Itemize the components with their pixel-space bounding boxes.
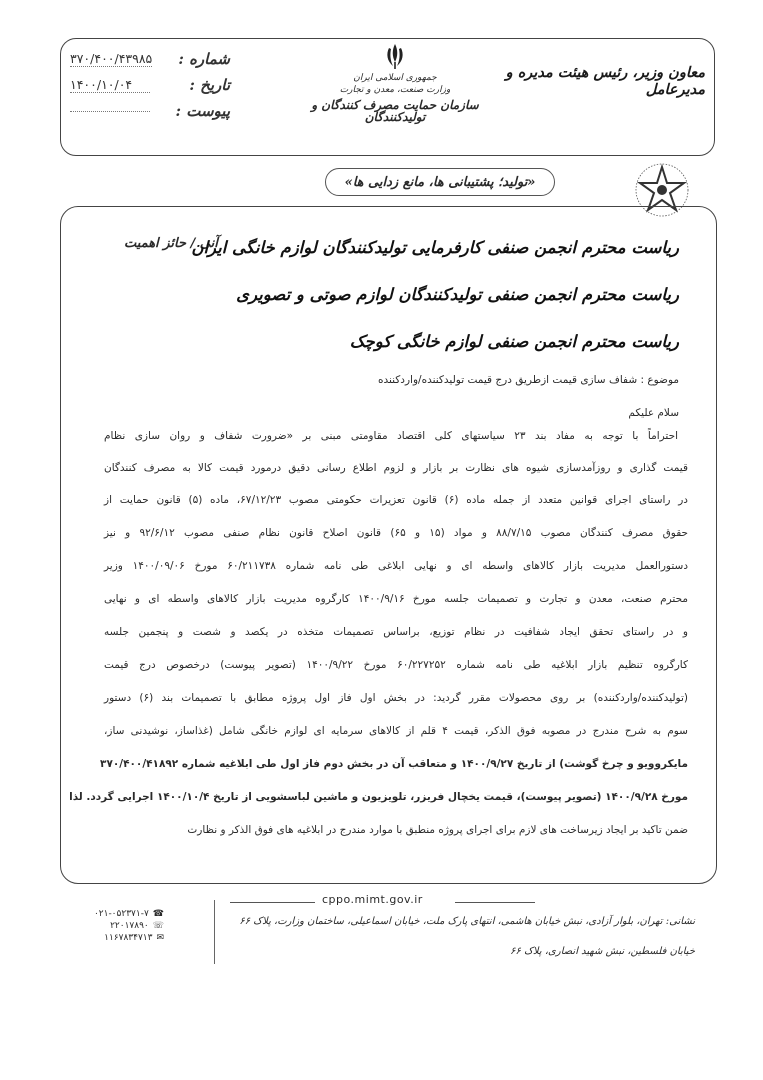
number-row <box>70 46 230 72</box>
footer-rule-left <box>230 902 315 903</box>
phone-row <box>74 920 164 932</box>
phone-row <box>74 908 164 920</box>
phone-row <box>74 932 164 944</box>
body-line: در راستای اجرای قوانین متعدد از جمله ماده (۶) قانون تعزیرات حکومتی مصوب ۶۷/۱۲/۲۳، ماده (۵) قانون حمایت از <box>104 494 688 506</box>
body-line: کارگروه تنظیم بازار ابلاغیه طی نامه شماره ۶۰/۲۲۷۲۵۲ مورخ ۱۴۰۰/۹/۲۲ (تصویر پیوست) درخصوص درج قیمت <box>104 659 688 671</box>
greeting: سلام علیکم <box>628 407 679 419</box>
footer-rule-right <box>455 902 535 903</box>
addressee-3: ریاست محترم انجمن صنفی لوازم خانگی کوچک <box>349 332 679 351</box>
website-link[interactable]: cppo.mimt.gov.ir <box>322 893 423 906</box>
date-row <box>70 72 230 98</box>
urgency-note: آنی / حائز اهمیت <box>124 236 218 251</box>
body-line: مایکروویو و چرخ گوشت) از تاریخ ۱۴۰۰/۹/۲۷ و متعاقب آن در بخش دوم فاز اول طی ابلاغیه شماره ۳۷۰/۴۰۰/۴۱۸۹۲ <box>100 758 688 770</box>
mailbox-icon: ✉ <box>156 933 164 943</box>
contact-numbers <box>74 908 164 944</box>
cc-recipients: معاون وزیر، رئیس هیئت مدیره و مدیرعامل <box>505 64 705 98</box>
reference-block <box>70 44 230 124</box>
subject-line: موضوع : شفاف سازی قیمت ازطریق درج قیمت تولیدکننده/واردکننده <box>377 374 679 386</box>
phone-number: ۰۲۱-۰۵۲۳۷۱-۷ <box>93 909 149 919</box>
address-line-1: نشانی: تهران، بلوار آزادی، نبش خیابان هاشمی، انتهای پارک ملت، خیابان اسماعیلی، ساختمان وزارت، پلاک ۶۶ <box>239 916 695 927</box>
number-label: شماره : <box>178 50 230 68</box>
address-line-2: خیابان فلسطین، نبش شهید انصاری، پلاک ۶۶ <box>510 946 695 957</box>
number-value: ۳۷۰/۴۰۰/۴۳۹۸۵ <box>70 51 153 66</box>
date-value: ۱۴۰۰/۱۰/۰۴ <box>70 77 150 93</box>
body-line: قیمت گذاری و روزآمدسازی شیوه های نظارت بر بازار و لزوم اطلاع رسانی دقیق درمورد قیمت کالا به مصرف کنندگان <box>104 462 688 474</box>
slogan-text: «تولید؛ پشتیبانی ها، مانع زدایی ها» <box>325 168 555 196</box>
body-line: سوم به شرح مندرج در مصوبه فوق الذکر، قیمت ۴ قلم از کالاهای سرمایه ای لوازم خانگی شامل (غذاساز، نوشیدنی ساز، <box>104 725 688 737</box>
attachment-label: پیوست : <box>175 102 230 120</box>
address-block <box>205 915 695 959</box>
postal-code: ۱۱۶۷۸۳۴۷۱۳ <box>104 933 153 943</box>
addressee-2: ریاست محترم انجمن صنفی تولیدکنندگان لوازم صوتی و تصویری <box>236 285 679 304</box>
body-line: (تولیدکننده/واردکننده) بر روی محصولات مقرر گردید: در بخش اول فاز اول پروژه مطابق با تصمیمات بند (۶) دستور <box>104 692 689 704</box>
body-line: مورخ ۱۴۰۰/۹/۲۸ (تصویر پیوست)، قیمت یخچال فریزر، تلویزیون و ماشین لباسشویی از تاریخ ۱۴۰۰/۱۰/۴ اجرایی گردد. لذا <box>69 791 688 803</box>
body-line: دستورالعمل مدیریت بازار کالاهای واسطه ای و نهایی ابلاغی طی نامه شماره ۶۰/۲۱۱۷۳۸ مورخ ۱۴۰۰/۰۹/۰۶ وزیر <box>104 560 688 572</box>
ministry-block <box>300 72 490 123</box>
attachment-value <box>70 111 150 112</box>
date-label: تاریخ : <box>189 76 230 94</box>
fax-number: ۲۲۰۱۷۸۹۰ <box>110 921 149 931</box>
letter-body-frame <box>60 206 717 884</box>
fax-icon: ☏ <box>152 921 164 931</box>
slogan-frame <box>325 168 555 198</box>
organization-name: سازمان حمایت مصرف کنندگان و تولیدکنندگان <box>311 98 479 124</box>
body-line: حقوق مصرف کنندگان مصوب ۸۸/۷/۱۵ و مواد (۱۵ و ۶۵) قانون اصلاح قانون نظام صنفی مصوب ۹۲/۶/۱۲ و نیز <box>104 527 688 539</box>
ministry-line-2: وزارت صنعت، معدن و تجارت <box>339 85 451 95</box>
national-emblem-icon <box>382 42 408 70</box>
ministry-line-1: جمهوری اسلامی ایران <box>353 73 437 83</box>
body-line: ضمن تاکید بر ایجاد زیرساخت های لازم برای اجرای پروژه منطبق با موارد مندرج در ابلاغیه های فوق الذکر و نظارت <box>187 824 688 836</box>
attachment-row <box>70 98 230 124</box>
telephone-icon: ☎ <box>152 909 164 919</box>
body-line: محترم صنعت، معدن و تجارت و تصمیمات جلسه مورخ ۱۴۰۰/۹/۱۶ کارگروه مدیریت بازار کالاهای واسطه ای و نهایی <box>104 593 689 605</box>
body-line: و در راستای تحقق ایجاد شفافیت در نظام توزیع، براساس تصمیمات متخذه در یکصد و شصت و پنجمین جلسه <box>104 626 688 638</box>
body-line: احتراماً با توجه به مفاد بند ۲۳ سیاستهای کلی اقتصاد مقاومتی مبنی بر «ضرورت شفاف و روان سازی نظام <box>104 430 678 442</box>
addressee-1: ریاست محترم انجمن صنفی کارفرمایی تولیدکنندگان لوازم خانگی ایران <box>191 238 679 257</box>
